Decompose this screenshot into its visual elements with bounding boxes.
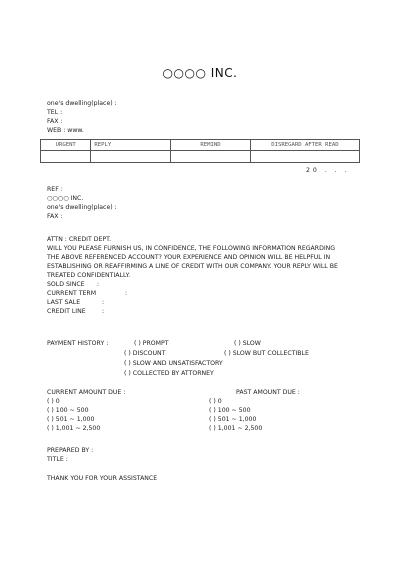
current-term-label: CURRENT TERM (47, 290, 97, 297)
sold-since-colon: : (97, 281, 100, 288)
sender-info (47, 99, 117, 135)
thank-you-line: THANK YOU FOR YOUR ASSISTANCE (47, 475, 158, 482)
past-amount-due (209, 388, 300, 433)
flag-disregard-after-read: DISREGARD AFTER READ (250, 140, 359, 151)
ref-dwelling: one's dwelling(place) : (47, 204, 117, 211)
past-amount-option[interactable]: ( ) 100 ~ 500 (209, 407, 251, 414)
closing (47, 474, 157, 483)
credit-line-colon: : (102, 308, 105, 315)
current-term-row (47, 289, 347, 298)
attn-line: ATTN : CREDIT DEPT. (47, 236, 112, 243)
ref-company: ○○○○ INC. (47, 195, 84, 202)
last-sale-row (47, 298, 347, 307)
ref-fax: FAX : (47, 213, 63, 220)
current-amount-option[interactable]: ( ) 0 (47, 398, 60, 405)
sender-web: WEB : www. (47, 127, 84, 134)
past-amount-option[interactable]: ( ) 501 ~ 1,000 (209, 416, 257, 423)
current-amount-due (47, 388, 125, 433)
letter-date: 20 . . . (306, 167, 350, 174)
current-term-colon: : (125, 290, 128, 297)
letter-body (47, 235, 347, 316)
payment-option-collected-by-attorney[interactable]: ( ) COLLECTED BY ATTORNEY (124, 370, 214, 377)
sender-tel: TEL : (47, 109, 63, 116)
credit-line-label: CREDIT LINE (47, 308, 86, 315)
past-amount-label: PAST AMOUNT DUE : (236, 389, 300, 396)
ref-label: REF : (47, 186, 63, 193)
payment-option-slow-but-collectible[interactable]: ( ) SLOW BUT COLLECTIBLE (224, 350, 309, 357)
sold-since-row (47, 280, 347, 289)
body-paragraph-2: THE ABOVE REFERENCED ACCOUNT? YOUR EXPERIENCE AND OPINION WILL BE HELPFUL IN ESTABLISHING OR REAFFIRMING A LINE OF CREDIT WITH OUR COMPANY. YOUR REPLY WILL BE TREATED CONFIDENTIALLY. (47, 254, 338, 279)
prepared-by-field[interactable]: PREPARED BY : (47, 447, 94, 454)
signature-block (47, 446, 93, 464)
payment-option-prompt[interactable]: ( ) PROMPT (134, 340, 169, 347)
flag-urgent: URGENT (41, 140, 91, 151)
past-amount-option[interactable]: ( ) 0 (209, 398, 222, 405)
payment-option-discount[interactable]: ( ) DISCOUNT (124, 350, 166, 357)
flag-remind: REMIND (171, 140, 251, 151)
current-amount-option[interactable]: ( ) 501 ~ 1,000 (47, 416, 95, 423)
current-amount-option[interactable]: ( ) 1,001 ~ 2,500 (47, 425, 101, 432)
last-sale-label: LAST SALE (47, 299, 81, 306)
sender-dwelling: one's dwelling(place) : (47, 100, 117, 107)
last-sale-colon: : (102, 299, 105, 306)
recipient-info (47, 185, 117, 221)
company-title: ○○○○ INC. (162, 66, 238, 80)
past-amount-option[interactable]: ( ) 1,001 ~ 2,500 (209, 425, 263, 432)
routing-flags-table (40, 139, 360, 163)
body-paragraph-1: WILL YOU PLEASE FURNISH US, IN CONFIDENCE, THE FOLLOWING INFORMATION REGARDING (47, 245, 336, 252)
current-amount-option[interactable]: ( ) 100 ~ 500 (47, 407, 89, 414)
sold-since-label: SOLD SINCE (47, 281, 85, 288)
payment-history-label: PAYMENT HISTORY : (47, 340, 109, 347)
flag-disregard-cell[interactable] (250, 151, 359, 163)
flag-urgent-cell[interactable] (41, 151, 91, 163)
current-amount-label: CURRENT AMOUNT DUE : (47, 389, 126, 396)
title-field[interactable]: TITLE : (47, 456, 68, 463)
flag-reply-cell[interactable] (91, 151, 171, 163)
payment-option-slow[interactable]: ( ) SLOW (234, 340, 261, 347)
sender-fax: FAX : (47, 118, 63, 125)
credit-line-row (47, 307, 347, 316)
flag-reply: REPLY (91, 140, 171, 151)
flag-remind-cell[interactable] (171, 151, 251, 163)
payment-option-slow-and-unsatisfactory[interactable]: ( ) SLOW AND UNSATISFACTORY (124, 360, 223, 367)
